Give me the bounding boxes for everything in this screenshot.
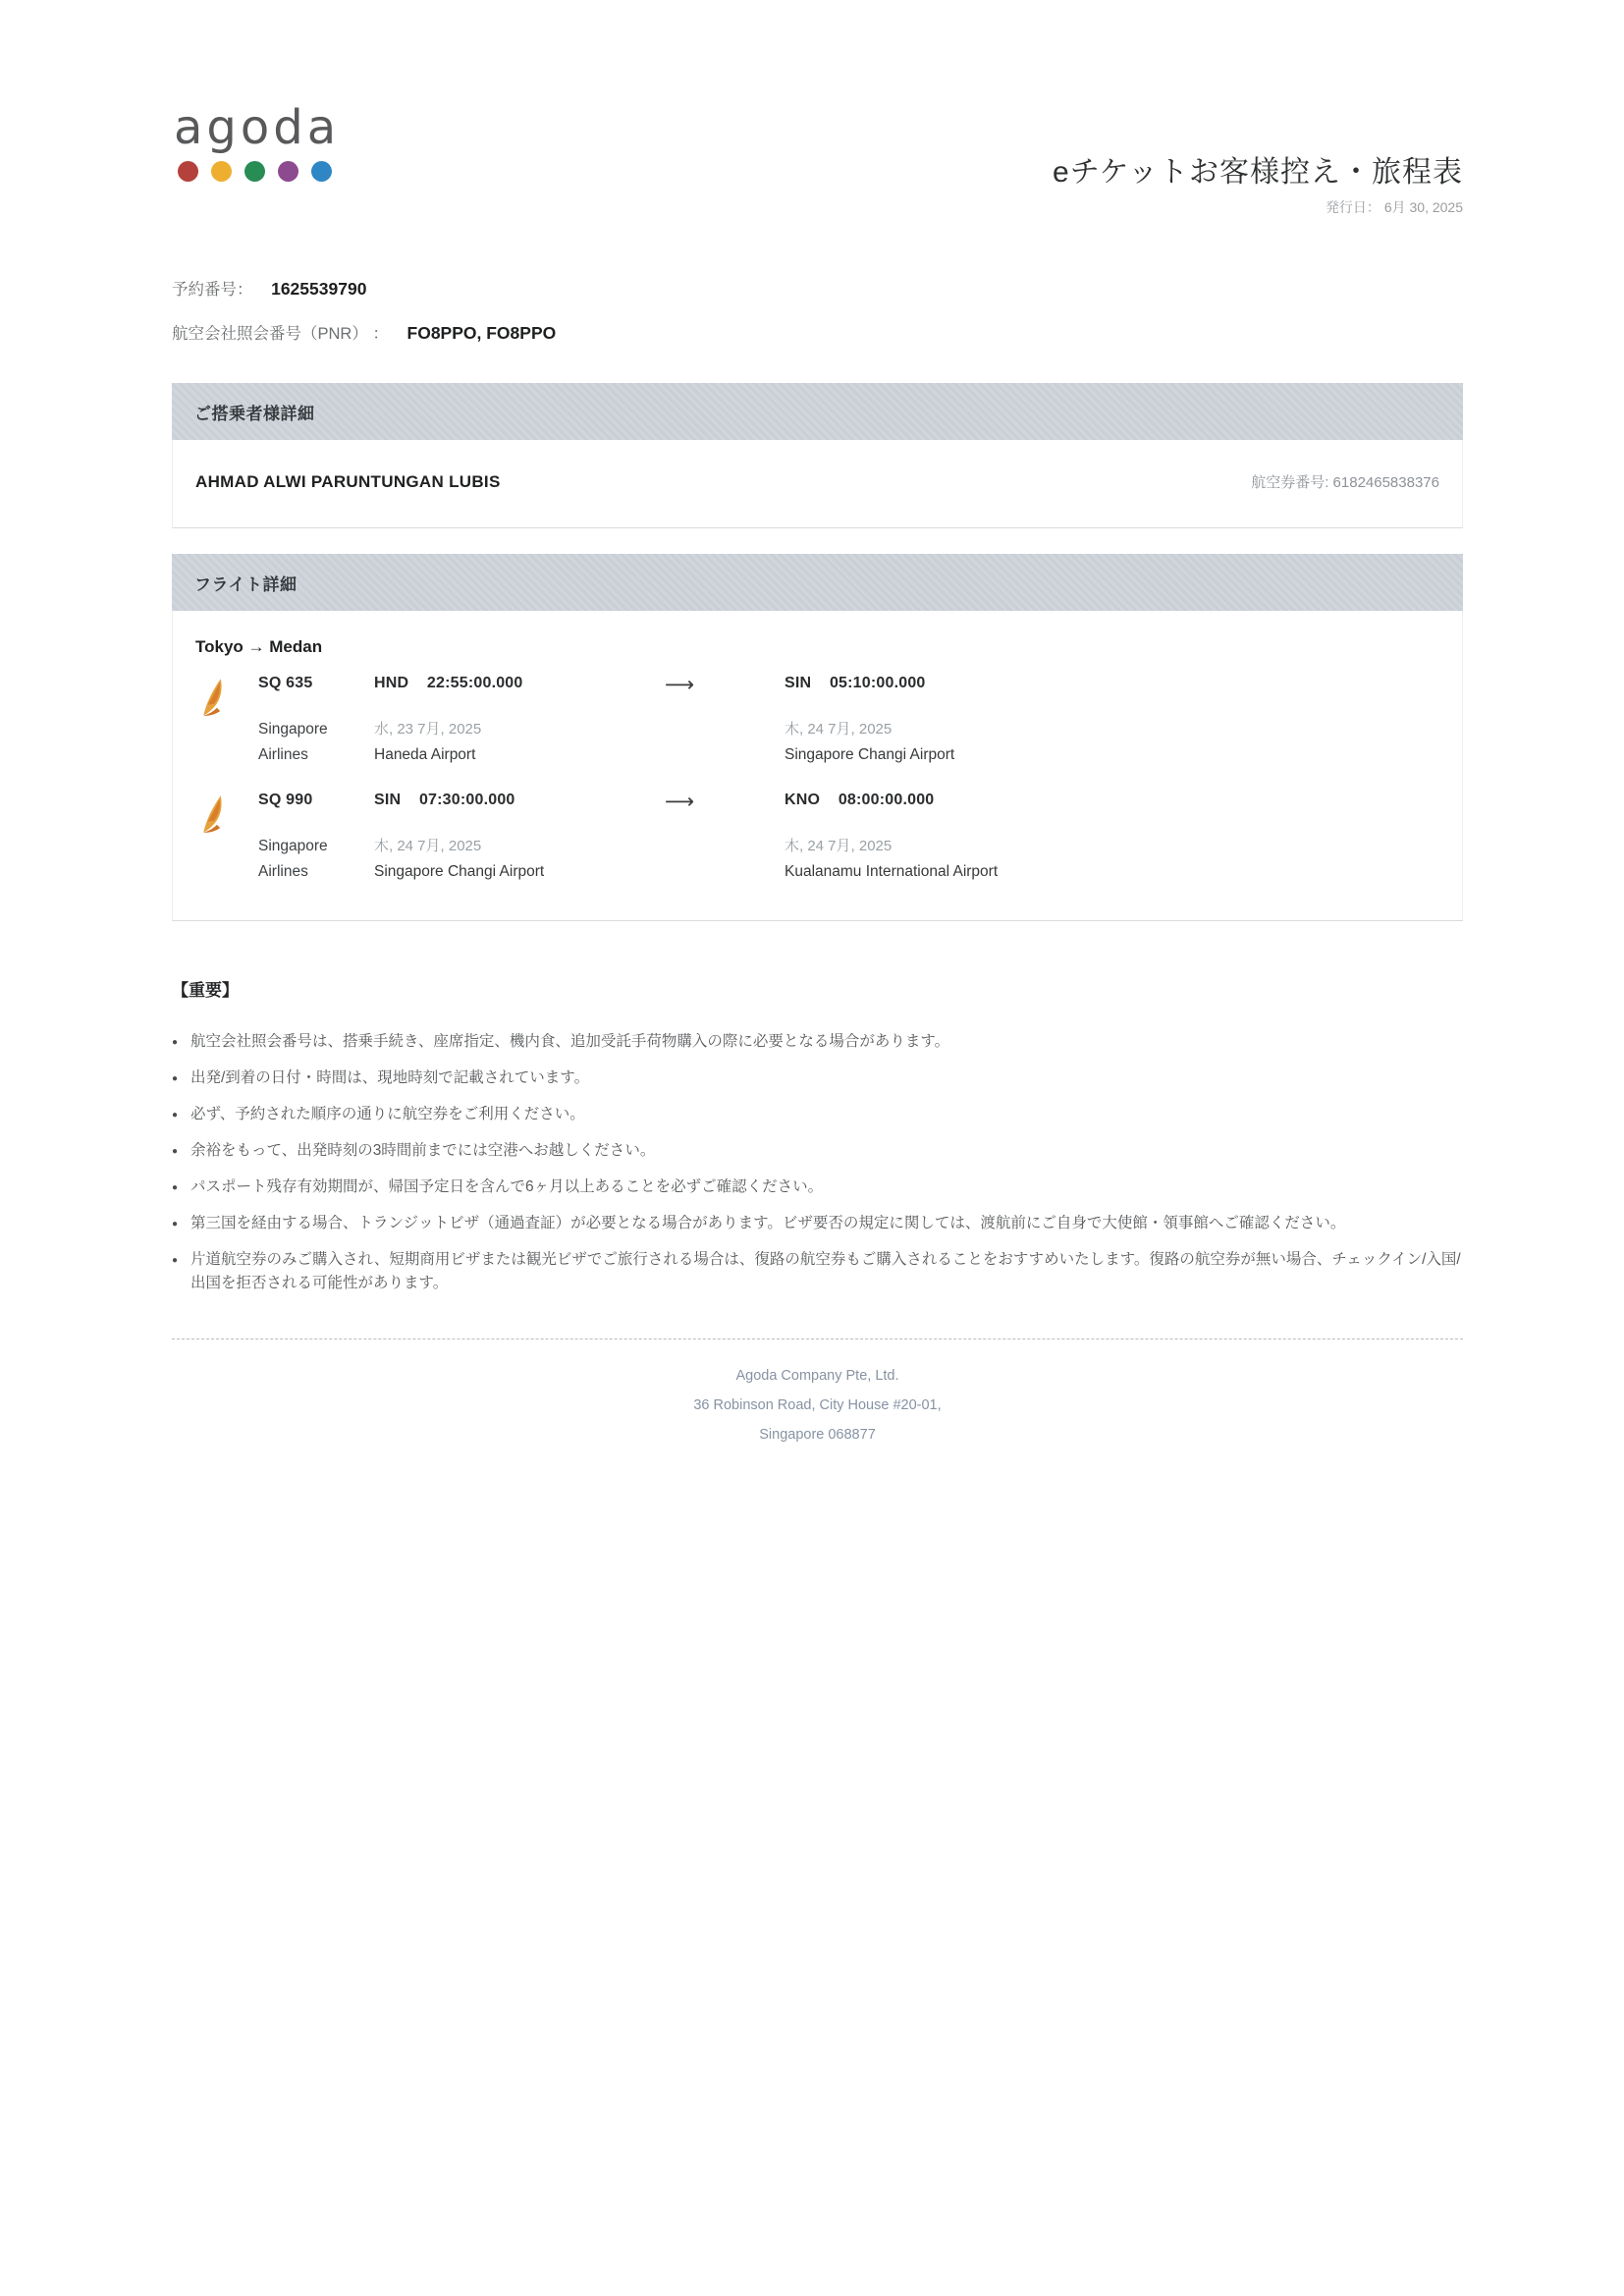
airline-logo-cell [195,792,258,885]
route-summary: Tokyo → Medan [195,637,323,656]
booking-number-line [172,276,1463,300]
arrival-cell [785,792,1439,885]
flight-section [172,554,1463,921]
departure-airport: Haneda Airport [374,746,476,763]
departure-time-value: 07:30:00.000 [418,792,515,808]
arrival-time [785,792,1439,809]
flight-section-padding [173,895,1462,920]
passenger-section [172,383,1463,528]
airline-name [258,717,374,768]
arrival-date: 木, 24 7月, 2025 [785,838,893,854]
important-bullet: ● 余裕をもって、出発時刻の3時間前までには空港へお越しください。 [172,1139,1463,1163]
departure-cell [374,792,665,885]
departure-time [374,792,665,809]
arrow-right-icon: ⟶ [665,674,695,696]
departure-time-value: 22:55:00.000 [426,675,523,691]
logo-dot [311,161,332,182]
departure-time [374,675,665,692]
flight-section-title: フライト詳細 [194,574,298,594]
footer-address [172,1361,1463,1449]
footer-line: 36 Robinson Road, City House #20-01, [693,1397,942,1413]
arrow-cell [665,675,785,768]
flight-segment-row [173,661,1462,778]
passenger-row [173,440,1462,527]
flight-number: SQ 990 [258,792,313,808]
agoda-logo [172,100,341,217]
airline-name-line2: Airlines [258,746,308,763]
passenger-section-header [172,383,1463,440]
airline-name-line1: Singapore [258,721,328,738]
passenger-section-body [172,440,1463,528]
airline-name-line2: Airlines [258,863,308,880]
footer-line: Singapore 068877 [759,1427,876,1443]
document-content [172,0,1463,1449]
important-bullet: ● 片道航空券のみご購入され、短期商用ビザまたは観光ビザでご旅行される場合は、復路の航空券もご購入されることをおすすめいたします。復路の航空券が無い場合、チェックイン/入国/出国を拒否される可能性があります。 [172,1248,1463,1295]
pnr-value: FO8PPO, FO8PPO [406,323,557,343]
ticket-number: 航空券番号: 6182465838376 [1251,474,1439,491]
arrival-airport-code: SIN [785,675,812,691]
footer-line: Agoda Company Pte, Ltd. [735,1368,899,1384]
important-bullet: ● 出発/到着の日付・時間は、現地時刻で記載されています。 [172,1066,1463,1090]
flight-section-header [172,554,1463,611]
singapore-airlines-bird-icon [195,675,231,720]
departure-airport-code: HND [374,675,409,691]
title-block [1053,104,1463,217]
airline-name [258,834,374,885]
booking-info [172,276,1463,344]
logo-dot [211,161,232,182]
departure-cell [374,675,665,768]
passenger-section-title: ご搭乗者様詳細 [194,404,315,423]
arrow-right-icon: ⟶ [665,791,695,813]
logo-dot [244,161,265,182]
passenger-name: AHMAD ALWI PARUNTUNGAN LUBIS [195,471,501,491]
departure-airport: Singapore Changi Airport [374,863,545,880]
important-bullet: ● 必ず、予約された順序の通りに航空券をご利用ください。 [172,1103,1463,1126]
logo-dot [178,161,198,182]
arrival-date: 木, 24 7月, 2025 [785,721,893,738]
document-title: eチケットお客様控え・旅程表 [1053,156,1463,189]
agoda-logo-text: agoda [174,100,341,155]
airline-name-line1: Singapore [258,838,328,854]
arrival-time-value: 05:10:00.000 [829,675,926,691]
singapore-airlines-bird-icon [195,792,231,837]
arrival-time-value: 08:00:00.000 [838,792,935,808]
airline-logo-cell [195,675,258,768]
departure-airport-code: SIN [374,792,402,808]
arrow-cell [665,792,785,885]
departure-date: 木, 24 7月, 2025 [374,838,482,854]
arrival-airport: Singapore Changi Airport [785,746,955,763]
flight-info-cell [258,675,374,768]
issue-date: 発行日： 6月 30, 2025 [1325,199,1463,215]
logo-dot [278,161,298,182]
arrival-time [785,675,1439,692]
booking-number-label: 予約番号： [172,281,253,299]
important-notes-section [172,976,1463,1295]
document-header [172,100,1463,217]
arrival-airport: Kualanamu International Airport [785,863,999,880]
flight-section-body [172,611,1463,921]
important-bullet: ● 航空会社照会番号は、搭乗手続き、座席指定、機内食、追加受託手荷物購入の際に必要となる場合があります。 [172,1030,1463,1054]
arrival-cell [785,675,1439,768]
booking-number-value: 1625539790 [271,279,367,299]
flight-info-cell [258,792,374,885]
pnr-label: 航空会社照会番号（PNR） ： [172,325,389,343]
flight-number: SQ 635 [258,675,313,691]
important-bullet: ● パスポート残存有効期間が、帰国予定日を含んで6ヶ月以上あることを必ずご確認ください。 [172,1175,1463,1199]
arrival-airport-code: KNO [785,792,821,808]
pnr-line [172,320,1463,344]
important-notes-title: 【重要】 [172,981,239,1000]
flight-segment-row [173,778,1462,895]
important-list [172,1030,1463,1295]
important-bullet: ● 第三国を経由する場合、トランジットビザ（通過査証）が必要となる場合があります。ビザ要否の規定に関しては、渡航前にご自身で大使館・領事館へご確認ください。 [172,1212,1463,1235]
agoda-logo-dots [172,161,340,182]
departure-date: 水, 23 7月, 2025 [374,721,482,738]
